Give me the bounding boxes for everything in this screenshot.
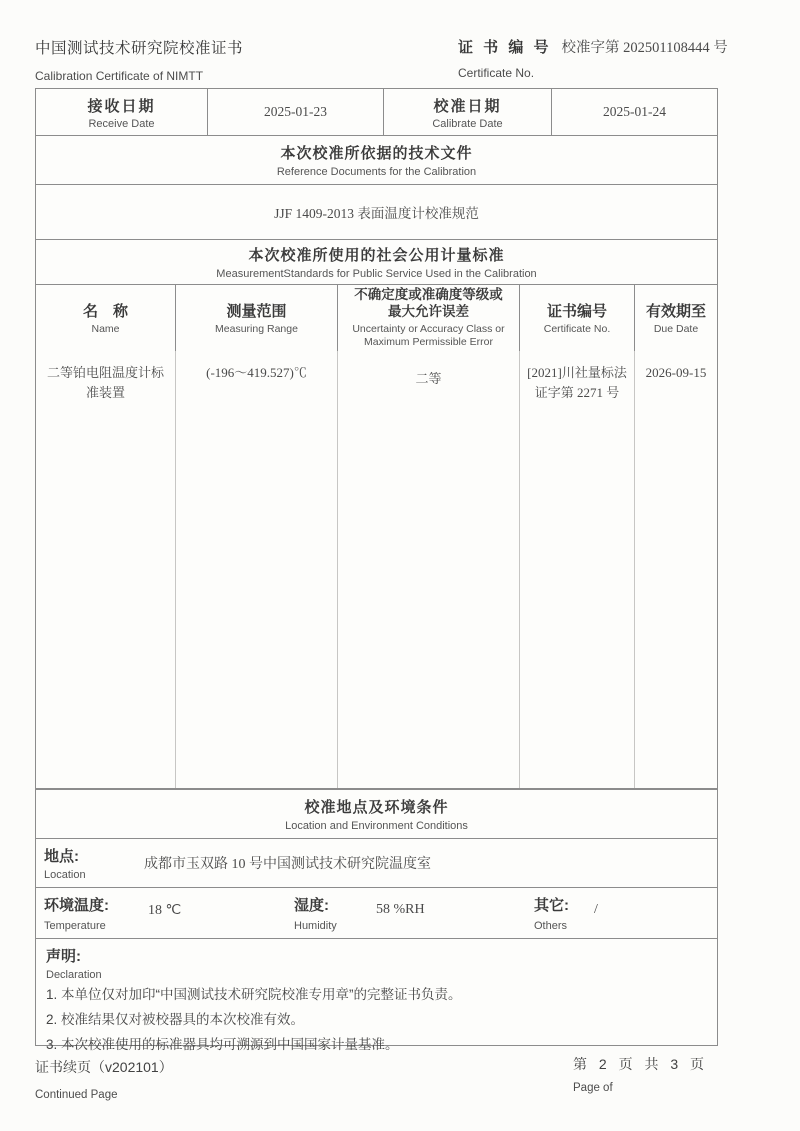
col-name-zh: 名 称 xyxy=(82,302,128,320)
institute-title-en: Calibration Certificate of NIMTT xyxy=(35,69,204,83)
cell-due-date xyxy=(634,351,717,788)
receive-date-label-zh: 接收日期 xyxy=(87,97,156,115)
col-duedate-en: Due Date xyxy=(653,322,699,335)
receive-date-value-cell xyxy=(207,89,383,135)
measuring-range-text: (-196～419.527)℃ xyxy=(206,365,307,380)
standards-table-header xyxy=(35,284,718,352)
others-value: / xyxy=(594,902,598,917)
calibrate-date-label-zh: 校准日期 xyxy=(433,97,502,115)
calibrate-date-label-cell xyxy=(383,89,551,135)
col-uncertainty-zh: 不确定度或准确度等级或最大允许误差 xyxy=(354,287,503,319)
col-range-en: Measuring Range xyxy=(215,322,298,335)
col-duedate-zh: 有效期至 xyxy=(645,302,706,320)
institute-title-zh: 中国测试技术研究院校准证书 xyxy=(35,40,244,57)
calibrate-date-value: 2025-01-24 xyxy=(603,104,666,119)
certificate-no-value: 校准字第 202501108444 号 xyxy=(561,40,728,56)
col-name-en: Name xyxy=(91,322,120,335)
cell-accuracy-class xyxy=(337,351,519,788)
declaration-heading-zh: 声明: xyxy=(46,948,81,965)
declaration-item-2: 2. 校准结果仅对被校器具的本次校准有效。 xyxy=(46,1012,305,1027)
cell-standard-name xyxy=(36,351,175,788)
temperature-label-en: Temperature xyxy=(44,920,106,932)
standards-table-body xyxy=(35,351,718,789)
footer-left xyxy=(35,1057,173,1101)
table-row xyxy=(36,351,717,788)
location-label-en: Location xyxy=(44,869,86,881)
location-row xyxy=(36,839,717,888)
page-number-en: Page of xyxy=(573,1082,613,1094)
standards-heading xyxy=(35,239,718,285)
temperature-value: 18 ℃ xyxy=(148,903,182,918)
calibrate-date-label-en: Calibrate Date xyxy=(432,117,503,130)
humidity-label-zh: 湿度: xyxy=(294,897,329,914)
declaration-item-3: 3. 本次校准使用的标准器具均可溯源到中国国家计量基准。 xyxy=(46,1037,399,1052)
calibrate-date-value-cell xyxy=(551,89,717,135)
accuracy-class-text: 二等 xyxy=(415,371,442,386)
receive-date-label-cell xyxy=(36,89,207,135)
standards-heading-zh: 本次校准所使用的社会公用计量标准 xyxy=(248,247,505,264)
continued-page-en: Continued Page xyxy=(35,1089,118,1101)
col-header-certificate-no xyxy=(519,285,634,351)
continued-page-zh: 证书续页（v202101） xyxy=(35,1059,173,1075)
col-uncertainty-en: Uncertainty or Accuracy Class or Maximum Permissible Error xyxy=(352,322,505,348)
location-heading-en: Location and Environment Conditions xyxy=(285,820,468,832)
location-environment-heading xyxy=(36,790,717,839)
location-label-zh: 地点: xyxy=(44,848,79,865)
certificate-no-label-zh: 证 书 编 号 xyxy=(458,39,552,56)
col-certno-zh: 证书编号 xyxy=(546,302,607,320)
declaration-item-1: 1. 本单位仅对加印“中国测试技术研究院校准专用章”的完整证书负责。 xyxy=(46,987,462,1002)
receive-date-label-en: Receive Date xyxy=(88,117,155,130)
col-header-measuring-range xyxy=(175,285,337,351)
document-header-right xyxy=(458,36,728,80)
col-header-name xyxy=(36,285,175,351)
temperature-label-zh: 环境温度: xyxy=(44,897,109,914)
standards-heading-en: MeasurementStandards for Public Service Used in the Calibration xyxy=(216,268,537,280)
others-label-zh: 其它: xyxy=(534,897,569,914)
certificate-no-text: [2021]川社量标法证字第 2271 号 xyxy=(527,365,627,401)
cell-certificate-no xyxy=(519,351,634,788)
due-date-text: 2026-09-15 xyxy=(645,365,707,380)
col-header-due-date xyxy=(634,285,717,351)
location-heading-zh: 校准地点及环境条件 xyxy=(304,799,449,816)
location-value: 成都市玉双路 10 号中国测试技术研究院温度室 xyxy=(144,857,431,872)
reference-heading-en: Reference Documents for the Calibration xyxy=(276,166,477,178)
others-label-en: Others xyxy=(534,920,568,932)
declaration-section xyxy=(36,939,717,1056)
environment-row xyxy=(36,888,717,939)
humidity-label-en: Humidity xyxy=(294,920,337,932)
col-certno-en: Certificate No. xyxy=(543,322,611,335)
receive-date-value: 2025-01-23 xyxy=(264,104,327,119)
date-table xyxy=(35,88,718,136)
cell-measuring-range xyxy=(175,351,337,788)
document-header-left xyxy=(35,36,243,83)
standard-name-text: 二等铂电阻温度计标准装置 xyxy=(46,365,164,401)
declaration-heading-en: Declaration xyxy=(46,969,102,981)
reference-heading-zh: 本次校准所依据的技术文件 xyxy=(280,145,473,162)
certificate-no-label-en: Certificate No. xyxy=(458,66,535,80)
reference-documents-content: JJF 1409-2013 表面温度计校准规范 xyxy=(35,184,718,240)
reference-documents-heading xyxy=(35,135,718,185)
footer-right xyxy=(573,1054,708,1094)
col-range-zh: 测量范围 xyxy=(226,302,287,320)
page-number-zh: 第 2 页 共 3 页 xyxy=(573,1056,709,1072)
col-header-uncertainty xyxy=(337,285,519,351)
humidity-value: 58 %RH xyxy=(376,902,425,917)
location-environment-box xyxy=(35,789,718,1052)
